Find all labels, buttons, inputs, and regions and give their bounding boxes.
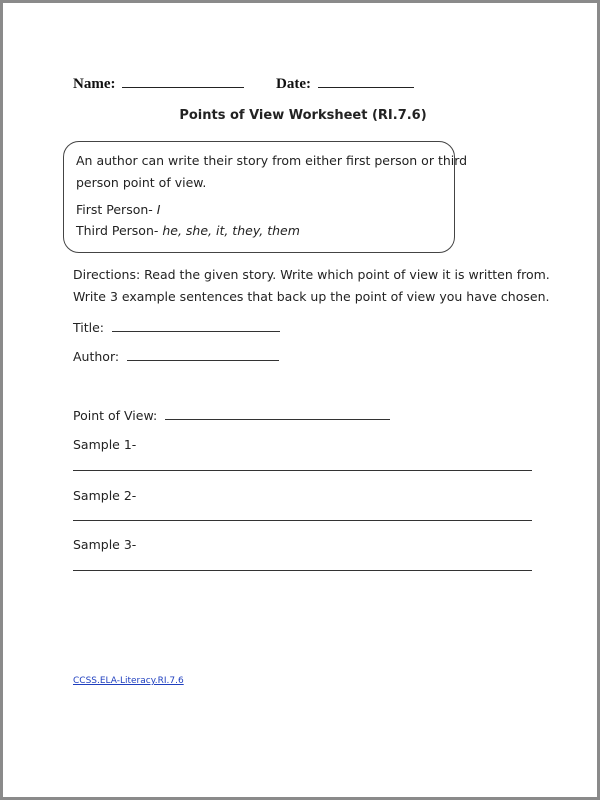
ccss-standard-link[interactable]: CCSS.ELA-Literacy.RI.7.6 (73, 676, 184, 686)
info-box (63, 141, 468, 253)
date-field (276, 75, 414, 93)
third-person-row (76, 223, 300, 238)
sample-3-line[interactable] (73, 570, 532, 571)
name-field (73, 75, 244, 93)
first-person-row (76, 202, 160, 217)
title-label: Title: (73, 320, 104, 335)
author-field (73, 348, 279, 364)
third-person-label: Third Person- (76, 223, 159, 238)
author-blank[interactable] (127, 348, 279, 361)
date-blank[interactable] (318, 75, 414, 88)
author-label: Author: (73, 349, 120, 364)
pov-field (73, 407, 390, 423)
date-label: Date: (276, 76, 311, 92)
first-person-label: First Person- (76, 202, 153, 217)
sample-3-label: Sample 3- (73, 537, 137, 552)
sample-1-line[interactable] (73, 470, 532, 471)
sample-2-label: Sample 2- (73, 488, 137, 503)
sample-2-line[interactable] (73, 520, 532, 521)
info-line-2: person point of view. (76, 175, 207, 190)
title-blank[interactable] (112, 319, 280, 332)
first-person-example: I (156, 202, 161, 217)
name-blank[interactable] (122, 75, 244, 88)
sample-1-label: Sample 1- (73, 437, 137, 452)
title-field (73, 319, 280, 335)
directions-line-1: Directions: Read the given story. Write which point of view it is written from. (73, 267, 550, 282)
info-line-1: An author can write their story from either first person or third (76, 153, 468, 168)
pov-blank[interactable] (165, 407, 390, 420)
third-person-examples: he, she, it, they, them (162, 223, 300, 238)
pov-label: Point of View: (73, 408, 158, 423)
worksheet-title: Points of View Worksheet (RI.7.6) (179, 108, 427, 123)
directions-line-2: Write 3 example sentences that back up the point of view you have chosen. (73, 289, 550, 304)
name-label: Name: (73, 76, 116, 92)
